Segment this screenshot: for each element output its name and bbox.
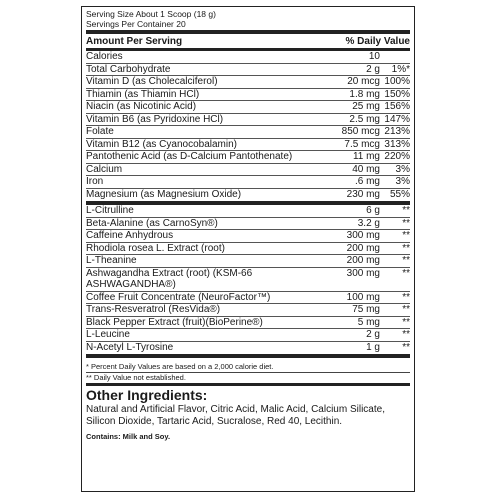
row-amount: 1 g (366, 341, 380, 353)
row-daily-value: ** (402, 304, 410, 315)
ingredient-row (86, 268, 410, 292)
row-daily-value: 3% (395, 176, 410, 187)
row-name: Niacin (as Nicotinic Acid) (86, 101, 197, 112)
row-daily-value: 213% (384, 126, 410, 137)
row-name: Beta-Alanine (as CarnoSyn®) (86, 217, 218, 229)
other-ingredients-title: Other Ingredients: (86, 387, 208, 403)
row-daily-value: 150% (384, 88, 410, 100)
nutrient-row (86, 151, 410, 164)
row-amount: 10 (368, 51, 380, 62)
row-amount: 6 g (366, 205, 380, 216)
row-daily-value: 156% (384, 101, 410, 112)
row-amount: 1.8 mg (349, 88, 380, 100)
row-daily-value: 147% (384, 113, 410, 125)
row-amount: 20 mcg (347, 76, 380, 87)
nutrient-list (86, 51, 410, 200)
nutrient-row (86, 189, 410, 201)
row-amount: 2.5 mg (349, 113, 380, 125)
nutrient-row (86, 126, 410, 139)
row-daily-value: ** (402, 316, 410, 328)
row-amount: 75 mg (352, 304, 380, 315)
other-ingredients-text: Natural and Artificial Flavor, Citric Acid, Malic Acid, Calcium Silicate, Silicon Dioxide, Tartaric Acid, Sucralose, Red 40, Lecithin. (86, 404, 385, 427)
daily-value-header: % Daily Value (345, 36, 410, 47)
ingredient-row (86, 304, 410, 317)
ingredient-row (86, 218, 410, 231)
row-name: Coffee Fruit Concentrate (NeuroFactor™) (86, 291, 271, 303)
nutrient-row (86, 114, 410, 127)
nutrient-row (86, 164, 410, 177)
column-header (86, 34, 410, 48)
row-name: Iron (86, 176, 104, 187)
row-daily-value: 100% (384, 76, 410, 87)
row-amount: 40 mg (352, 163, 380, 175)
amount-per-serving-header: Amount Per Serving (86, 36, 183, 47)
row-amount: 200 mg (346, 242, 380, 254)
row-daily-value: 1%* (391, 63, 410, 75)
row-amount: 230 mg (346, 188, 380, 200)
serving-size: Serving Size About 1 Scoop (18 g) (86, 9, 216, 19)
row-amount: .6 mg (354, 176, 380, 187)
row-daily-value: ** (402, 205, 410, 216)
row-daily-value: 55% (389, 188, 410, 200)
row-amount: 2 g (366, 329, 380, 340)
row-daily-value: 3% (395, 163, 410, 175)
ingredient-row (86, 243, 410, 256)
row-name: L-Leucine (86, 329, 130, 340)
row-name: Vitamin B6 (as Pyridoxine HCl) (86, 113, 224, 125)
row-name: Folate (86, 126, 114, 137)
row-name: Magnesium (as Magnesium Oxide) (86, 188, 242, 200)
row-name: Black Pepper Extract (fruit)(BioPerine®) (86, 316, 263, 328)
nutrient-row (86, 64, 410, 77)
allergen-statement: Contains: Milk and Soy. (86, 432, 171, 441)
nutrient-row (86, 101, 410, 114)
nutrient-row (86, 89, 410, 102)
row-name: Vitamin D (as Cholecalciferol) (86, 76, 218, 87)
row-name: Thiamin (as Thiamin HCl) (86, 88, 200, 100)
row-name: N-Acetyl L-Tyrosine (86, 341, 174, 353)
row-amount: 100 mg (346, 291, 380, 303)
row-name: Total Carbohydrate (86, 63, 171, 75)
row-daily-value: ** (402, 291, 410, 303)
row-name: Trans-Resveratrol (ResVida®) (86, 304, 221, 315)
row-amount: 2 g (366, 63, 380, 75)
row-name: Vitamin B12 (as Cyanocobalamin) (86, 138, 238, 150)
row-daily-value: ** (402, 329, 410, 340)
ingredient-row (86, 329, 410, 342)
servings-per-container: Servings Per Container 20 (86, 19, 186, 29)
row-name: Calories (86, 51, 123, 62)
row-amount: 3.2 g (357, 217, 380, 229)
row-name: Calcium (86, 163, 123, 175)
row-daily-value: ** (402, 242, 410, 254)
ingredient-row (86, 317, 410, 330)
row-name: L-Theanine (86, 255, 137, 266)
supplement-facts-panel (81, 6, 415, 492)
ingredient-row (86, 255, 410, 268)
ingredient-row (86, 292, 410, 305)
row-daily-value: ** (402, 255, 410, 266)
row-amount: 11 mg (352, 151, 380, 162)
row-amount: 850 mcg (341, 126, 380, 137)
row-daily-value: ** (402, 217, 410, 229)
row-amount: 300 mg (346, 230, 380, 241)
ingredient-row (86, 342, 410, 354)
row-name: Ashwagandha Extract (root) (KSM-66 ASHWAGANDHA®) (86, 267, 253, 290)
row-name: Rhodiola rosea L. Extract (root) (86, 242, 225, 254)
row-daily-value: ** (402, 341, 410, 353)
footnote-percent: * Percent Daily Values are based on a 2,000 calorie diet. (86, 362, 274, 371)
row-daily-value: 220% (384, 151, 410, 162)
row-daily-value: 313% (384, 138, 410, 150)
row-name: L-Citrulline (86, 205, 134, 216)
row-daily-value: ** (402, 267, 410, 279)
ingredient-list (86, 205, 410, 353)
nutrient-row (86, 51, 410, 64)
nutrient-row (86, 176, 410, 189)
ingredient-row (86, 205, 410, 218)
row-amount: 200 mg (346, 255, 380, 266)
row-name: Caffeine Anhydrous (86, 230, 174, 241)
nutrient-row (86, 76, 410, 89)
row-name: Pantothenic Acid (as D-Calcium Pantothenate) (86, 151, 293, 162)
row-daily-value: ** (402, 230, 410, 241)
row-amount: 25 mg (352, 101, 380, 112)
ingredient-row (86, 230, 410, 243)
footnote-not-established: ** Daily Value not established. (86, 373, 186, 382)
nutrient-row (86, 139, 410, 152)
row-amount: 7.5 mcg (344, 138, 380, 150)
row-amount: 5 mg (357, 316, 380, 328)
row-amount: 300 mg (346, 267, 380, 279)
